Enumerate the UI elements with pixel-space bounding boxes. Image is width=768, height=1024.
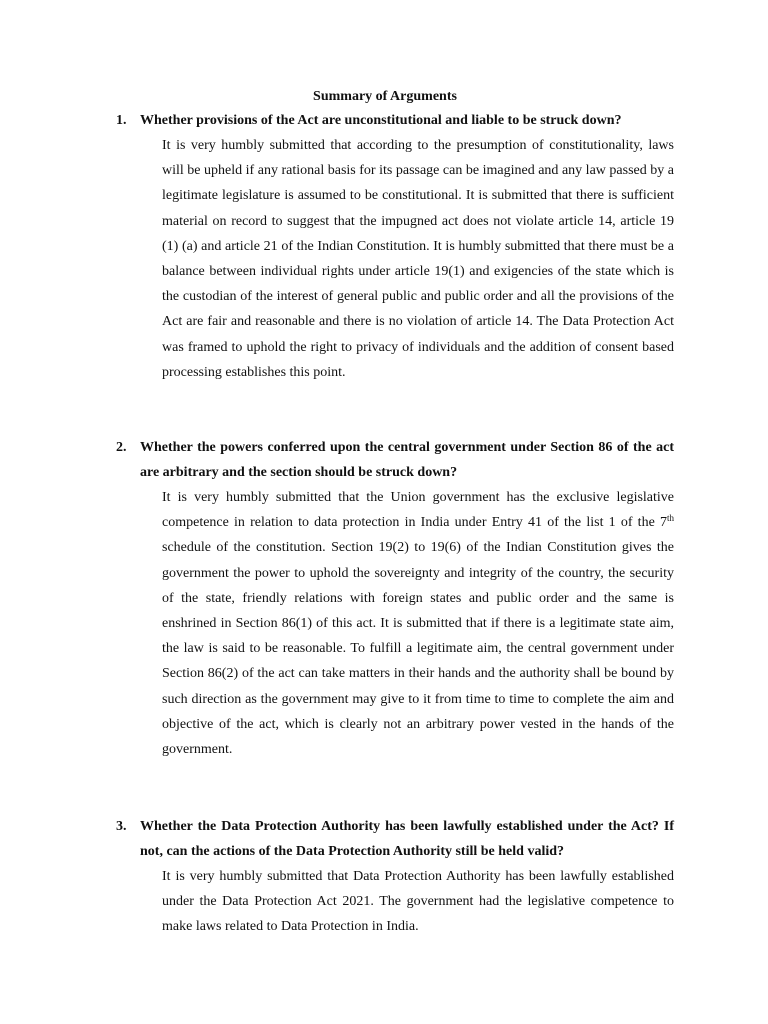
argument-number: 3. [116,819,127,834]
argument-body [162,864,674,940]
argument-question-text: Whether provisions of the Act are unconstitutional and liable to be struck down? [140,113,622,128]
argument-body-text: It is very humbly submitted that according to the presumption of constitutionality, laws will be upheld if any rational basis for its passage can be imagined and any law passed by a legitimate legislature is assumed to be constitutional. It is submitted that there is sufficient material on record to suggest that the impugned act does not violate article 14, article 19 (1) (a) and article 21 of the Indian Constitution. It is humbly submitted that there must be a balance between individual rights under article 19(1) and exigencies of the state which is the custodian of the interest of general public and public order and all the provisions of the Act are fair and reasonable and there is no violation of article 14. The Data Protection Act was framed to uphold the right to privacy of individuals and the addition of consent based processing establishes this point. [162,138,674,380]
argument-section-2 [0,435,768,762]
argument-question-text: Whether the powers conferred upon the central government under Section 86 of the act are arbitrary and the section should be struck down? [140,440,674,480]
argument-number: 2. [116,440,127,455]
argument-body-text-part: schedule of the constitution. Section 19(2) to 19(6) of the Indian Constitution gives the government the power to uphold the sovereignty and integrity of the country, the security of the state, friendly relations with foreign states and public order and the same is enshrined in Section 86(1) of this act. It is submitted that if there is a legitimate state aim, the law is said to be reasonable. To fulfill a legitimate aim, the central government under Section 86(2) of the act can take matters in their hands and the authority shall be bound by such direction as the government may give to it from time to time to complete the aim and objective of the act, which is clearly not an arbitrary power vested in the hands of the government. [162,540,674,758]
ordinal-superscript: th [666,513,674,524]
argument-body [162,485,674,762]
argument-number: 1. [116,113,127,128]
argument-body-text-part: It is very humbly submitted that the Union government has the exclusive legislative competence in relation to data protection in India under Entry 41 of the list 1 of the 7 [162,490,674,531]
argument-question-text: Whether the Data Protection Authority has been lawfully established under the Act? If not, can the actions of the Data Protection Authority still be held valid? [140,819,674,859]
argument-body-text [162,485,674,762]
argument-question [0,108,768,133]
argument-body-text: It is very humbly submitted that Data Protection Authority has been lawfully established under the Data Protection Act 2021. The government had the legislative competence to make laws related to Data Protection in India. [162,869,674,935]
argument-question [0,814,768,864]
argument-question [0,435,768,485]
argument-body [162,133,674,385]
page-title: Summary of Arguments [313,89,457,104]
argument-section-1 [0,108,768,385]
argument-section-3 [0,814,768,940]
